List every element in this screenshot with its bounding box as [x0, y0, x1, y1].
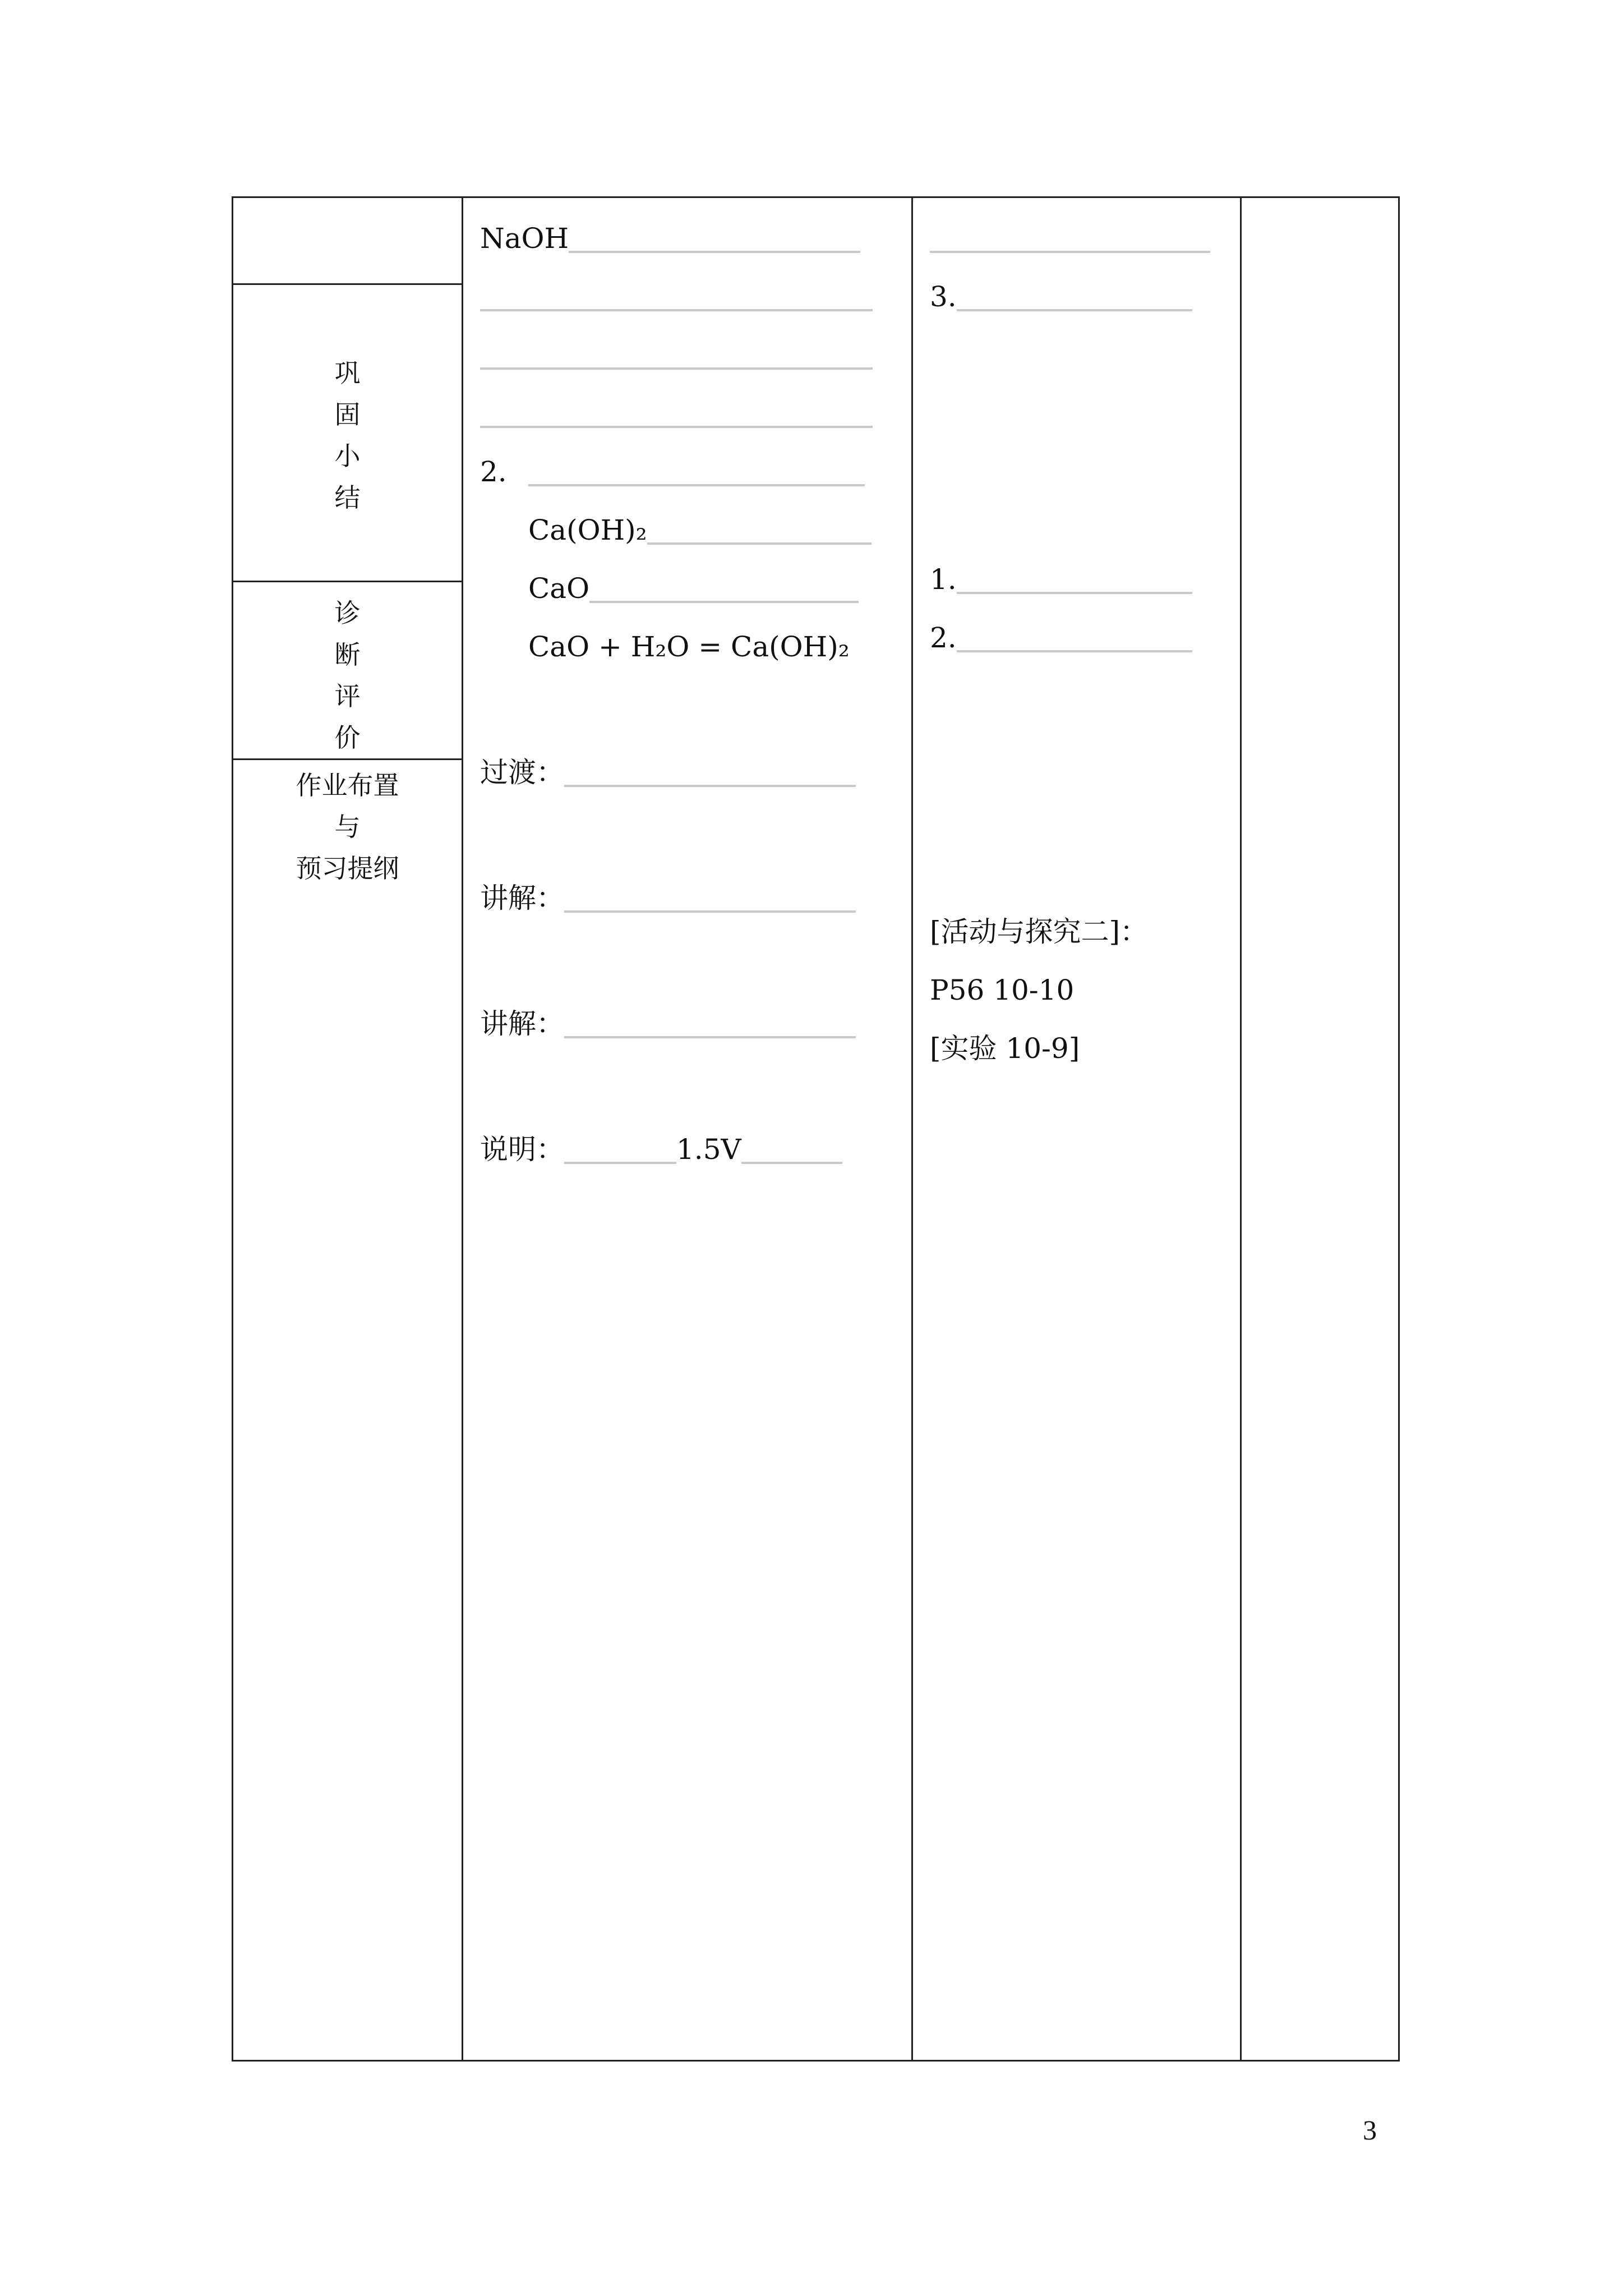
empty-label-cell	[233, 197, 463, 284]
consolidation-label-cell	[233, 284, 463, 582]
reaction-equation: CaO + H₂O = Ca(OH)₂	[528, 631, 850, 663]
lecture-label-1: 讲解：	[480, 882, 564, 914]
label-line: 作业布置	[296, 770, 399, 800]
label-line: 评	[334, 681, 361, 711]
transition-label: 过渡：	[480, 756, 564, 789]
unreadable-text	[564, 888, 856, 913]
experiment-ref: [实验 10-9]	[930, 1032, 1080, 1065]
unreadable-text	[957, 628, 1192, 652]
lesson-plan-table	[232, 196, 1400, 2062]
unreadable-text	[564, 1139, 676, 1164]
student-activity-cell	[912, 197, 1241, 2061]
label-line: 巩	[334, 358, 361, 388]
unreadable-text	[480, 345, 873, 370]
cao-formula: CaO	[528, 572, 590, 605]
unreadable-text	[480, 287, 873, 311]
unreadable-text	[589, 578, 859, 603]
label-line: 结	[334, 482, 361, 513]
evaluation-label-cell	[233, 582, 463, 760]
figure-ref: 10-10	[993, 974, 1075, 1006]
unreadable-text	[647, 520, 872, 545]
label-line: 固	[334, 399, 361, 430]
lecture-label-2: 讲解：	[480, 1007, 564, 1040]
note-label: 说明：	[480, 1133, 564, 1166]
unreadable-text	[957, 569, 1192, 594]
unreadable-text	[930, 228, 1210, 253]
unreadable-text	[564, 762, 856, 787]
unreadable-text	[564, 1014, 856, 1038]
unreadable-text	[957, 287, 1192, 311]
label-line: 预习提纲	[296, 853, 399, 884]
label-line: 价	[334, 723, 361, 753]
activity-title: [活动与探究二]：	[930, 915, 1149, 948]
homework-label-cell	[233, 760, 463, 2061]
teacher-activity-cell	[463, 197, 912, 2061]
naoh-formula: NaOH	[480, 222, 569, 255]
homework-label	[233, 760, 462, 889]
item-marker: 2.	[480, 455, 507, 488]
result-1-marker: 1.	[930, 563, 957, 596]
consolidation-label	[233, 285, 462, 518]
textbook-page-ref: P56	[930, 974, 985, 1006]
notes-cell	[1241, 197, 1399, 2061]
caoh2-formula: Ca(OH)₂	[528, 514, 647, 546]
unreadable-text	[741, 1139, 842, 1164]
list-item-2	[480, 443, 898, 676]
voltage-value: 1.5V	[676, 1133, 741, 1166]
label-line: 诊	[334, 598, 361, 628]
unreadable-text	[480, 403, 873, 428]
unreadable-text	[528, 462, 865, 486]
label-line: 断	[334, 639, 361, 670]
result-2-marker: 2.	[930, 622, 957, 654]
step-3-marker: 3.	[930, 280, 957, 313]
label-line: 小	[334, 441, 361, 471]
evaluation-label	[233, 582, 462, 758]
page-number: 3	[1363, 2114, 1377, 2146]
label-line: 与	[334, 812, 361, 842]
unreadable-text	[569, 228, 860, 253]
